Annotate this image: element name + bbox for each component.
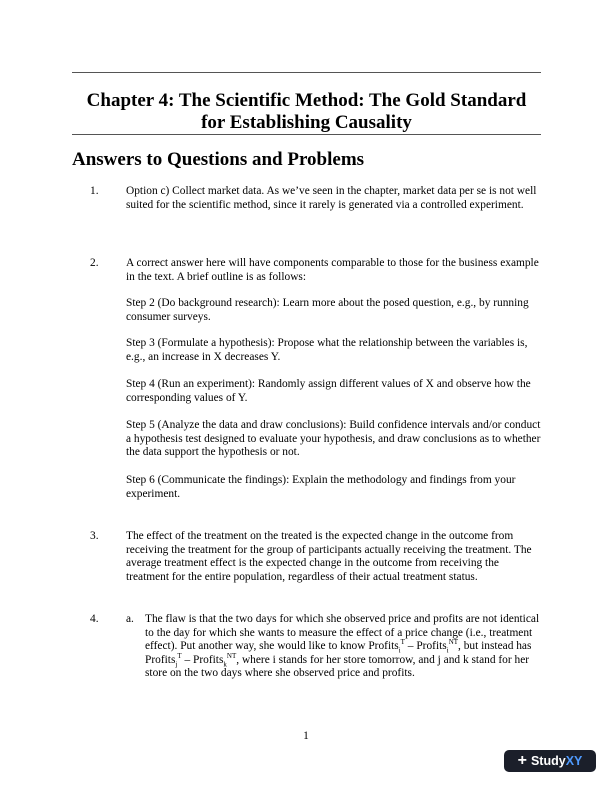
item-1-number: 1. xyxy=(90,185,99,197)
item-2-step-3: Step 3 (Formulate a hypothesis): Propose what the relationship between the variables is, e.g., an increase in X decreases Y. xyxy=(126,337,528,363)
item-2-intro: A correct answer here will have components comparable to those for the business example in the text. A brief outline is as follows: xyxy=(126,257,539,283)
plus-icon: + xyxy=(517,752,527,769)
item-4-number: 4. xyxy=(90,613,99,625)
item-4a-label: a. xyxy=(126,613,134,625)
item-4a-text: The flaw is that the two days for which she observed price and profits are not identical to the day for which she wants to measure the effect of a price change (i.e., treatment effect). Put another way, she would like to know Profits$_i^T$ – Profits$_i^{NT}$, but instead has Profits$_j^T$ – Profits$_k^{NT}$, where i stands for her store tomorrow, and j and k stand for her store on the two days where she observed price and profits. xyxy=(145,613,540,680)
item-2-step-5: Step 5 (Analyze the data and draw conclusions): Build confidence intervals and/or conduct a hypothesis test designed to evaluate your hypothesis, and draw conclusions as to whether the data support the hypothesis or not. xyxy=(126,419,541,459)
chapter-title-line-1: Chapter 4: The Scientific Method: The Gold Standard xyxy=(86,90,527,111)
item-2-number: 2. xyxy=(90,257,99,269)
item-2-step-2: Step 2 (Do background research): Learn more about the posed question, e.g., by running consumer surveys. xyxy=(126,297,529,323)
logo-text-study: Study xyxy=(530,754,566,768)
title-rule xyxy=(72,134,541,135)
item-3-number: 3. xyxy=(90,530,99,542)
top-rule xyxy=(72,72,541,73)
page-number: 1 xyxy=(303,730,309,742)
chapter-title xyxy=(72,90,541,134)
logo-text-xy: XY xyxy=(565,754,583,768)
item-1-text: Option c) Collect market data. As we’ve seen in the chapter, market data per se is not well suited for the scientific method, since it rarely is generated via a controlled experiment. xyxy=(126,185,537,211)
chapter-title-line-2: for Establishing Causality xyxy=(201,112,412,133)
item-3-text: The effect of the treatment on the treated is the expected change in the outcome from receiving the treatment for the group of participants actually receiving the treatment. The average treatment effect is the expected change in the outcome from receiving the treatment for the entire population, regardless of their actual treatment status. xyxy=(126,530,532,583)
studyxy-logo-badge xyxy=(504,750,596,772)
item-2-step-6: Step 6 (Communicate the findings): Explain the methodology and findings from your experiment. xyxy=(126,474,516,500)
section-heading: Answers to Questions and Problems xyxy=(72,149,365,170)
item-2-step-4: Step 4 (Run an experiment): Randomly assign different values of X and observe how the corresponding values of Y. xyxy=(126,378,531,404)
